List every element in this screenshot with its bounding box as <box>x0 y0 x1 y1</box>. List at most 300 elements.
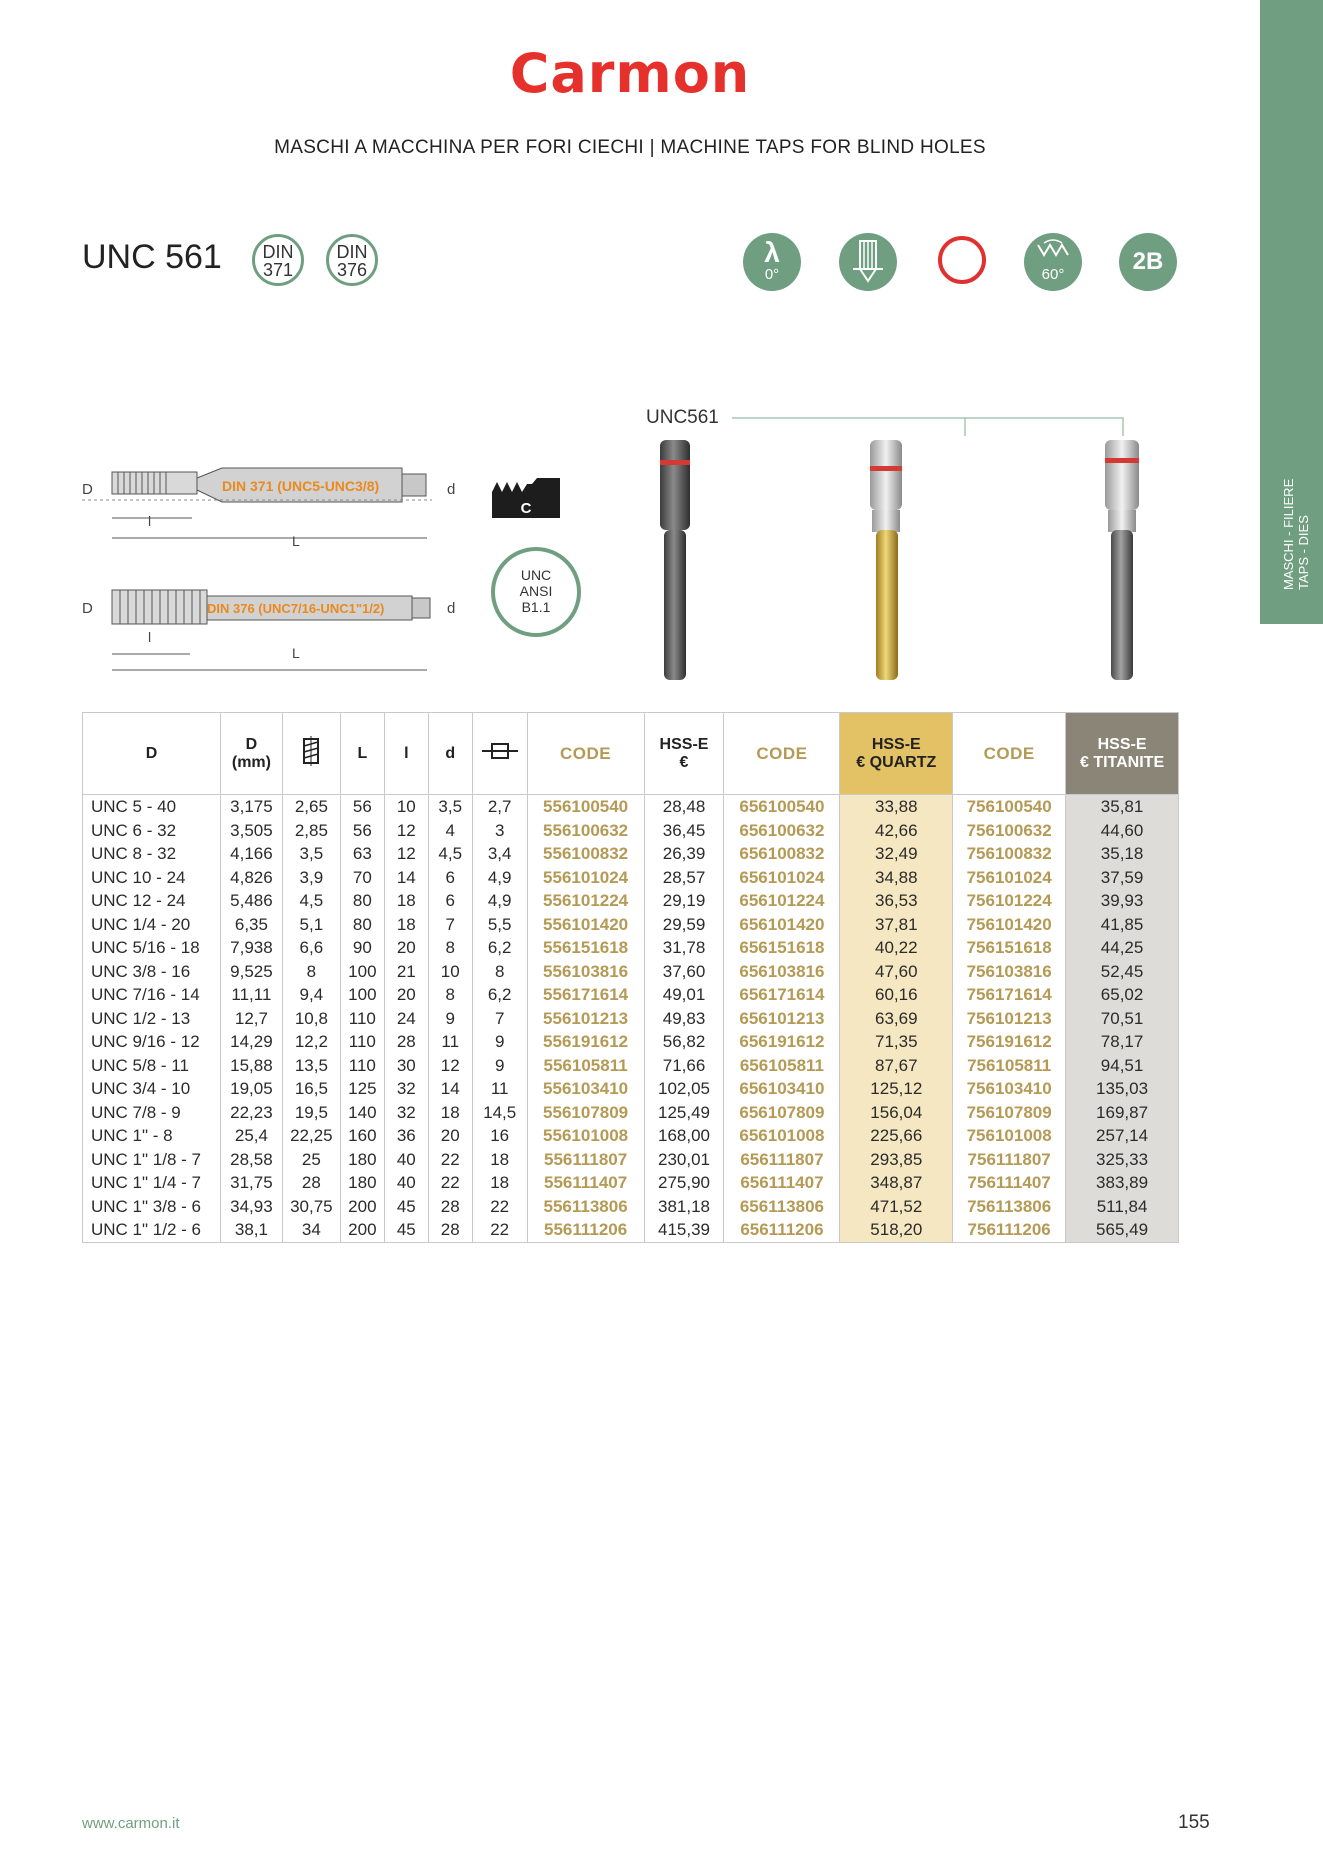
cell-square: 14,5 <box>472 1101 527 1125</box>
dim-L-1: L <box>292 533 300 549</box>
dim-l-2: l <box>148 629 152 645</box>
cell-price-quartz: 36,53 <box>840 889 953 913</box>
cell-shank-d: 8 <box>428 936 472 960</box>
cell-code-quartz: 656111807 <box>724 1148 840 1172</box>
cell-shank-d: 4,5 <box>428 842 472 866</box>
table-row <box>83 866 1179 890</box>
cell-price-hss: 28,48 <box>644 795 724 819</box>
cell-price-titanite: 511,84 <box>1066 1195 1179 1219</box>
cell-thread-size: UNC 1" 1/4 - 7 <box>83 1171 221 1195</box>
cell-length-L: 110 <box>340 1007 384 1031</box>
cell-thread-size: UNC 5 - 40 <box>83 795 221 819</box>
cell-shank-d: 20 <box>428 1124 472 1148</box>
cell-code-hss: 556103816 <box>527 960 644 984</box>
col-header-code-hss: CODE <box>527 713 644 795</box>
cell-code-titanite: 756101024 <box>953 866 1066 890</box>
cell-price-quartz: 348,87 <box>840 1171 953 1195</box>
titan-line2: € TITANITE <box>1079 753 1165 771</box>
cell-length-l: 14 <box>384 866 428 890</box>
cell-drill-size: 10,8 <box>282 1007 340 1031</box>
tap-photo-titanite <box>1105 440 1139 680</box>
cell-price-hss: 275,90 <box>644 1171 724 1195</box>
col-header-d-small: d <box>428 713 472 795</box>
table-row <box>83 1195 1179 1219</box>
cell-shank-d: 22 <box>428 1148 472 1172</box>
cell-square: 11 <box>472 1077 527 1101</box>
cell-code-quartz: 656101224 <box>724 889 840 913</box>
cell-code-quartz: 656191612 <box>724 1030 840 1054</box>
cell-square: 6,2 <box>472 936 527 960</box>
cell-drill-size: 13,5 <box>282 1054 340 1078</box>
cell-shank-d: 12 <box>428 1054 472 1078</box>
cell-code-quartz: 656171614 <box>724 983 840 1007</box>
cell-price-hss: 31,78 <box>644 936 724 960</box>
cell-code-quartz: 656101024 <box>724 866 840 890</box>
cell-price-titanite: 41,85 <box>1066 913 1179 937</box>
cell-length-l: 32 <box>384 1101 428 1125</box>
cell-length-l: 12 <box>384 819 428 843</box>
cell-code-titanite: 756111407 <box>953 1171 1066 1195</box>
cell-length-L: 160 <box>340 1124 384 1148</box>
cell-code-quartz: 656103410 <box>724 1077 840 1101</box>
cell-price-quartz: 471,52 <box>840 1195 953 1219</box>
cell-code-hss: 556191612 <box>527 1030 644 1054</box>
cell-code-quartz: 656101213 <box>724 1007 840 1031</box>
quartz-line2: € QUARTZ <box>856 753 937 771</box>
cell-price-hss: 28,57 <box>644 866 724 890</box>
rake-value: 0° <box>764 266 780 283</box>
cell-shank-d: 3,5 <box>428 795 472 819</box>
cell-thread-size: UNC 3/4 - 10 <box>83 1077 221 1101</box>
cell-code-hss: 556113806 <box>527 1195 644 1219</box>
square-drive-icon <box>480 741 520 761</box>
cell-code-quartz: 656111206 <box>724 1218 840 1242</box>
cell-shank-d: 6 <box>428 889 472 913</box>
cell-length-l: 24 <box>384 1007 428 1031</box>
hss-line2: € <box>679 753 689 771</box>
table-row <box>83 1218 1179 1242</box>
cell-shank-d: 9 <box>428 1007 472 1031</box>
cell-d-mm: 34,93 <box>220 1195 282 1219</box>
cell-price-titanite: 44,60 <box>1066 819 1179 843</box>
table-row <box>83 936 1179 960</box>
cell-price-quartz: 60,16 <box>840 983 953 1007</box>
cell-thread-size: UNC 6 - 32 <box>83 819 221 843</box>
footer-url[interactable]: www.carmon.it <box>82 1815 180 1832</box>
cell-length-L: 200 <box>340 1218 384 1242</box>
dim-L-2: L <box>292 645 300 661</box>
cell-square: 22 <box>472 1218 527 1242</box>
table-row <box>83 1101 1179 1125</box>
cell-code-hss: 556107809 <box>527 1101 644 1125</box>
tolerance-badge: 2B <box>1119 233 1177 291</box>
cell-code-hss: 556101008 <box>527 1124 644 1148</box>
cell-d-mm: 14,29 <box>220 1030 282 1054</box>
cell-length-L: 200 <box>340 1195 384 1219</box>
cell-code-quartz: 656107809 <box>724 1101 840 1125</box>
cell-length-L: 63 <box>340 842 384 866</box>
cell-price-titanite: 78,17 <box>1066 1030 1179 1054</box>
cell-price-titanite: 52,45 <box>1066 960 1179 984</box>
tap-photo-steel <box>660 440 690 680</box>
brand-logo: Carmon <box>509 42 751 105</box>
cell-price-hss: 37,60 <box>644 960 724 984</box>
cell-thread-size: UNC 3/8 - 16 <box>83 960 221 984</box>
cell-price-hss: 230,01 <box>644 1148 724 1172</box>
cell-square: 5,5 <box>472 913 527 937</box>
cell-price-quartz: 33,88 <box>840 795 953 819</box>
cell-shank-d: 8 <box>428 983 472 1007</box>
cell-length-l: 30 <box>384 1054 428 1078</box>
cell-code-hss: 556101024 <box>527 866 644 890</box>
cell-drill-size: 6,6 <box>282 936 340 960</box>
col-header-hss <box>644 713 724 795</box>
cell-code-hss: 556151618 <box>527 936 644 960</box>
cell-length-L: 180 <box>340 1171 384 1195</box>
cell-thread-size: UNC 10 - 24 <box>83 866 221 890</box>
cell-price-titanite: 39,93 <box>1066 889 1179 913</box>
table-row <box>83 913 1179 937</box>
titan-line1: HSS-E <box>1097 735 1147 753</box>
dim-l-1: l <box>148 513 152 529</box>
cell-thread-size: UNC 5/16 - 18 <box>83 936 221 960</box>
cell-price-titanite: 44,25 <box>1066 936 1179 960</box>
cell-code-quartz: 656113806 <box>724 1195 840 1219</box>
chamfer-label: C <box>520 500 532 517</box>
col-header-code-titanite: CODE <box>953 713 1066 795</box>
col-header-l: l <box>384 713 428 795</box>
cell-code-titanite: 756113806 <box>953 1195 1066 1219</box>
cell-drill-size: 12,2 <box>282 1030 340 1054</box>
cell-thread-size: UNC 9/16 - 12 <box>83 1030 221 1054</box>
cell-length-L: 180 <box>340 1148 384 1172</box>
cell-d-mm: 15,88 <box>220 1054 282 1078</box>
coating-ring-icon <box>938 236 986 284</box>
cell-code-hss: 556101224 <box>527 889 644 913</box>
cell-length-L: 90 <box>340 936 384 960</box>
cell-drill-size: 2,65 <box>282 795 340 819</box>
cell-price-titanite: 37,59 <box>1066 866 1179 890</box>
cell-thread-size: UNC 1" 3/8 - 6 <box>83 1195 221 1219</box>
cell-code-quartz: 656100540 <box>724 795 840 819</box>
cell-code-titanite: 756100632 <box>953 819 1066 843</box>
col-header-d: D <box>83 713 221 795</box>
cell-square: 3,4 <box>472 842 527 866</box>
cell-price-quartz: 34,88 <box>840 866 953 890</box>
cell-price-titanite: 70,51 <box>1066 1007 1179 1031</box>
cell-drill-size: 8 <box>282 960 340 984</box>
cell-length-l: 18 <box>384 913 428 937</box>
cell-length-l: 10 <box>384 795 428 819</box>
cell-length-l: 18 <box>384 889 428 913</box>
cell-code-hss: 556171614 <box>527 983 644 1007</box>
cell-price-hss: 49,01 <box>644 983 724 1007</box>
table-row <box>83 1077 1179 1101</box>
table-row <box>83 819 1179 843</box>
cell-length-L: 70 <box>340 866 384 890</box>
cell-code-quartz: 656111407 <box>724 1171 840 1195</box>
cell-price-titanite: 35,18 <box>1066 842 1179 866</box>
cell-length-l: 40 <box>384 1171 428 1195</box>
cell-d-mm: 19,05 <box>220 1077 282 1101</box>
cell-code-hss: 556100632 <box>527 819 644 843</box>
cell-d-mm: 3,175 <box>220 795 282 819</box>
cell-length-l: 45 <box>384 1195 428 1219</box>
cell-code-titanite: 756103410 <box>953 1077 1066 1101</box>
cell-square: 18 <box>472 1171 527 1195</box>
cell-square: 8 <box>472 960 527 984</box>
cell-code-titanite: 756101213 <box>953 1007 1066 1031</box>
cell-length-L: 100 <box>340 960 384 984</box>
cell-drill-size: 19,5 <box>282 1101 340 1125</box>
cell-length-L: 110 <box>340 1030 384 1054</box>
drill-size-icon <box>297 736 325 766</box>
cell-code-titanite: 756100540 <box>953 795 1066 819</box>
cell-d-mm: 12,7 <box>220 1007 282 1031</box>
blind-hole-tap-icon <box>839 233 897 291</box>
cell-drill-size: 3,5 <box>282 842 340 866</box>
dmm-line2: (mm) <box>231 753 271 771</box>
cell-drill-size: 3,9 <box>282 866 340 890</box>
cell-length-L: 100 <box>340 983 384 1007</box>
cell-price-titanite: 65,02 <box>1066 983 1179 1007</box>
dim-D-2: D <box>82 600 93 617</box>
din-371-badge <box>252 234 304 286</box>
cell-price-titanite: 169,87 <box>1066 1101 1179 1125</box>
din-badge-line1: DIN <box>336 242 368 262</box>
cell-d-mm: 6,35 <box>220 913 282 937</box>
cell-square: 4,9 <box>472 889 527 913</box>
cell-d-mm: 4,826 <box>220 866 282 890</box>
cell-shank-d: 28 <box>428 1218 472 1242</box>
product-table <box>82 712 1179 1243</box>
din-badge-line1: DIN <box>262 242 294 262</box>
cell-thread-size: UNC 1/2 - 13 <box>83 1007 221 1031</box>
cell-price-hss: 102,05 <box>644 1077 724 1101</box>
cell-square: 9 <box>472 1030 527 1054</box>
cell-d-mm: 25,4 <box>220 1124 282 1148</box>
cell-shank-d: 18 <box>428 1101 472 1125</box>
table-row <box>83 795 1179 819</box>
cell-square: 22 <box>472 1195 527 1219</box>
cell-thread-size: UNC 7/16 - 14 <box>83 983 221 1007</box>
cell-price-hss: 29,19 <box>644 889 724 913</box>
cell-code-titanite: 756171614 <box>953 983 1066 1007</box>
cell-price-titanite: 135,03 <box>1066 1077 1179 1101</box>
cell-code-hss: 556100832 <box>527 842 644 866</box>
cell-length-l: 21 <box>384 960 428 984</box>
table-row <box>83 1171 1179 1195</box>
din-badge-line2: 371 <box>262 260 294 280</box>
col-header-titanite <box>1066 713 1179 795</box>
cell-length-l: 28 <box>384 1030 428 1054</box>
cell-price-titanite: 325,33 <box>1066 1148 1179 1172</box>
cell-thread-size: UNC 5/8 - 11 <box>83 1054 221 1078</box>
cell-square: 4,9 <box>472 866 527 890</box>
page-subtitle: MASCHI A MACCHINA PER FORI CIECHI | MACHINE TAPS FOR BLIND HOLES <box>274 137 986 158</box>
col-header-L: L <box>340 713 384 795</box>
cell-price-quartz: 156,04 <box>840 1101 953 1125</box>
cell-d-mm: 9,525 <box>220 960 282 984</box>
side-tab-line1: MASCHI - FILIERE <box>1281 478 1296 590</box>
cell-price-quartz: 47,60 <box>840 960 953 984</box>
cell-price-titanite: 94,51 <box>1066 1054 1179 1078</box>
hss-line1: HSS-E <box>659 735 709 753</box>
cell-length-l: 45 <box>384 1218 428 1242</box>
cell-price-titanite: 565,49 <box>1066 1218 1179 1242</box>
cell-price-quartz: 37,81 <box>840 913 953 937</box>
cell-shank-d: 22 <box>428 1171 472 1195</box>
cell-d-mm: 11,11 <box>220 983 282 1007</box>
cell-drill-size: 28 <box>282 1171 340 1195</box>
cell-length-l: 20 <box>384 983 428 1007</box>
rake-angle-icon <box>743 233 801 291</box>
cell-code-titanite: 756151618 <box>953 936 1066 960</box>
cell-price-hss: 49,83 <box>644 1007 724 1031</box>
cell-length-L: 80 <box>340 889 384 913</box>
cell-code-titanite: 756107809 <box>953 1101 1066 1125</box>
cell-thread-size: UNC 1" 1/2 - 6 <box>83 1218 221 1242</box>
dim-d-1: d <box>447 481 456 498</box>
col-header-square-icon <box>472 713 527 795</box>
cell-d-mm: 5,486 <box>220 889 282 913</box>
cell-length-L: 140 <box>340 1101 384 1125</box>
cell-code-titanite: 756191612 <box>953 1030 1066 1054</box>
cell-drill-size: 30,75 <box>282 1195 340 1219</box>
cell-thread-size: UNC 1" 1/8 - 7 <box>83 1148 221 1172</box>
cell-shank-d: 4 <box>428 819 472 843</box>
cell-code-titanite: 756101224 <box>953 889 1066 913</box>
table-row <box>83 1007 1179 1031</box>
product-title: UNC 561 <box>82 238 222 276</box>
cell-code-quartz: 656103816 <box>724 960 840 984</box>
cell-code-quartz: 656101420 <box>724 913 840 937</box>
side-tab-line2: TAPS - DIES <box>1296 515 1311 590</box>
cell-drill-size: 4,5 <box>282 889 340 913</box>
cell-price-quartz: 225,66 <box>840 1124 953 1148</box>
table-body <box>83 795 1179 1243</box>
tap-dimension-drawings <box>82 462 602 682</box>
cell-square: 7 <box>472 1007 527 1031</box>
cell-price-quartz: 71,35 <box>840 1030 953 1054</box>
table-row <box>83 983 1179 1007</box>
cell-price-hss: 415,39 <box>644 1218 724 1242</box>
cell-price-titanite: 383,89 <box>1066 1171 1179 1195</box>
cell-thread-size: UNC 8 - 32 <box>83 842 221 866</box>
cell-code-hss: 556111407 <box>527 1171 644 1195</box>
cell-price-hss: 36,45 <box>644 819 724 843</box>
col-header-code-quartz: CODE <box>724 713 840 795</box>
cell-drill-size: 34 <box>282 1218 340 1242</box>
cell-code-titanite: 756111206 <box>953 1218 1066 1242</box>
table-row <box>83 842 1179 866</box>
cell-length-l: 32 <box>384 1077 428 1101</box>
cell-shank-d: 14 <box>428 1077 472 1101</box>
cell-code-hss: 556101420 <box>527 913 644 937</box>
cell-thread-size: UNC 12 - 24 <box>83 889 221 913</box>
cell-price-hss: 26,39 <box>644 842 724 866</box>
cell-shank-d: 6 <box>428 866 472 890</box>
cell-code-titanite: 756103816 <box>953 960 1066 984</box>
cell-price-titanite: 35,81 <box>1066 795 1179 819</box>
cell-length-l: 36 <box>384 1124 428 1148</box>
table-row <box>83 1030 1179 1054</box>
lambda-symbol: λ <box>764 237 780 268</box>
cell-code-quartz: 656105811 <box>724 1054 840 1078</box>
tap-photo-quartz <box>870 440 902 680</box>
din371-label: DIN 371 (UNC5-UNC3/8) <box>222 478 380 494</box>
side-tab-label <box>1270 470 1314 590</box>
cell-thread-size: UNC 1" - 8 <box>83 1124 221 1148</box>
cell-code-titanite: 756105811 <box>953 1054 1066 1078</box>
cell-d-mm: 28,58 <box>220 1148 282 1172</box>
cell-code-titanite: 756101008 <box>953 1124 1066 1148</box>
cell-shank-d: 10 <box>428 960 472 984</box>
cell-d-mm: 31,75 <box>220 1171 282 1195</box>
cell-code-titanite: 756111807 <box>953 1148 1066 1172</box>
cell-square: 2,7 <box>472 795 527 819</box>
tap-photos <box>640 400 1180 690</box>
cell-thread-size: UNC 1/4 - 20 <box>83 913 221 937</box>
cell-drill-size: 25 <box>282 1148 340 1172</box>
cell-code-quartz: 656101008 <box>724 1124 840 1148</box>
standard-line3: B1.1 <box>521 599 551 615</box>
cell-code-hss: 556101213 <box>527 1007 644 1031</box>
cell-drill-size: 22,25 <box>282 1124 340 1148</box>
col-header-quartz <box>840 713 953 795</box>
cell-price-hss: 381,18 <box>644 1195 724 1219</box>
cell-length-L: 125 <box>340 1077 384 1101</box>
cell-price-quartz: 63,69 <box>840 1007 953 1031</box>
cell-d-mm: 3,505 <box>220 819 282 843</box>
cell-d-mm: 4,166 <box>220 842 282 866</box>
cell-code-hss: 556103410 <box>527 1077 644 1101</box>
cell-length-l: 12 <box>384 842 428 866</box>
cell-price-quartz: 87,67 <box>840 1054 953 1078</box>
cell-code-titanite: 756101420 <box>953 913 1066 937</box>
cell-square: 16 <box>472 1124 527 1148</box>
cell-thread-size: UNC 7/8 - 9 <box>83 1101 221 1125</box>
table-row <box>83 1124 1179 1148</box>
cell-drill-size: 2,85 <box>282 819 340 843</box>
cell-d-mm: 38,1 <box>220 1218 282 1242</box>
cell-price-quartz: 32,49 <box>840 842 953 866</box>
cell-length-l: 20 <box>384 936 428 960</box>
cell-price-hss: 168,00 <box>644 1124 724 1148</box>
cell-code-titanite: 756100832 <box>953 842 1066 866</box>
cell-drill-size: 16,5 <box>282 1077 340 1101</box>
cell-shank-d: 11 <box>428 1030 472 1054</box>
cell-price-quartz: 125,12 <box>840 1077 953 1101</box>
cell-code-hss: 556111206 <box>527 1218 644 1242</box>
cell-price-quartz: 42,66 <box>840 819 953 843</box>
cell-price-hss: 71,66 <box>644 1054 724 1078</box>
cell-code-quartz: 656100832 <box>724 842 840 866</box>
cell-length-L: 110 <box>340 1054 384 1078</box>
thread-angle-icon <box>1024 233 1082 291</box>
cell-square: 18 <box>472 1148 527 1172</box>
dmm-line1: D <box>245 735 258 753</box>
cell-d-mm: 7,938 <box>220 936 282 960</box>
col-header-dmm <box>220 713 282 795</box>
standard-line2: ANSI <box>519 583 553 599</box>
cell-price-hss: 29,59 <box>644 913 724 937</box>
col-header-drill-icon <box>282 713 340 795</box>
dim-D-1: D <box>82 481 93 498</box>
cell-code-hss: 556111807 <box>527 1148 644 1172</box>
cell-length-l: 40 <box>384 1148 428 1172</box>
cell-code-quartz: 656100632 <box>724 819 840 843</box>
